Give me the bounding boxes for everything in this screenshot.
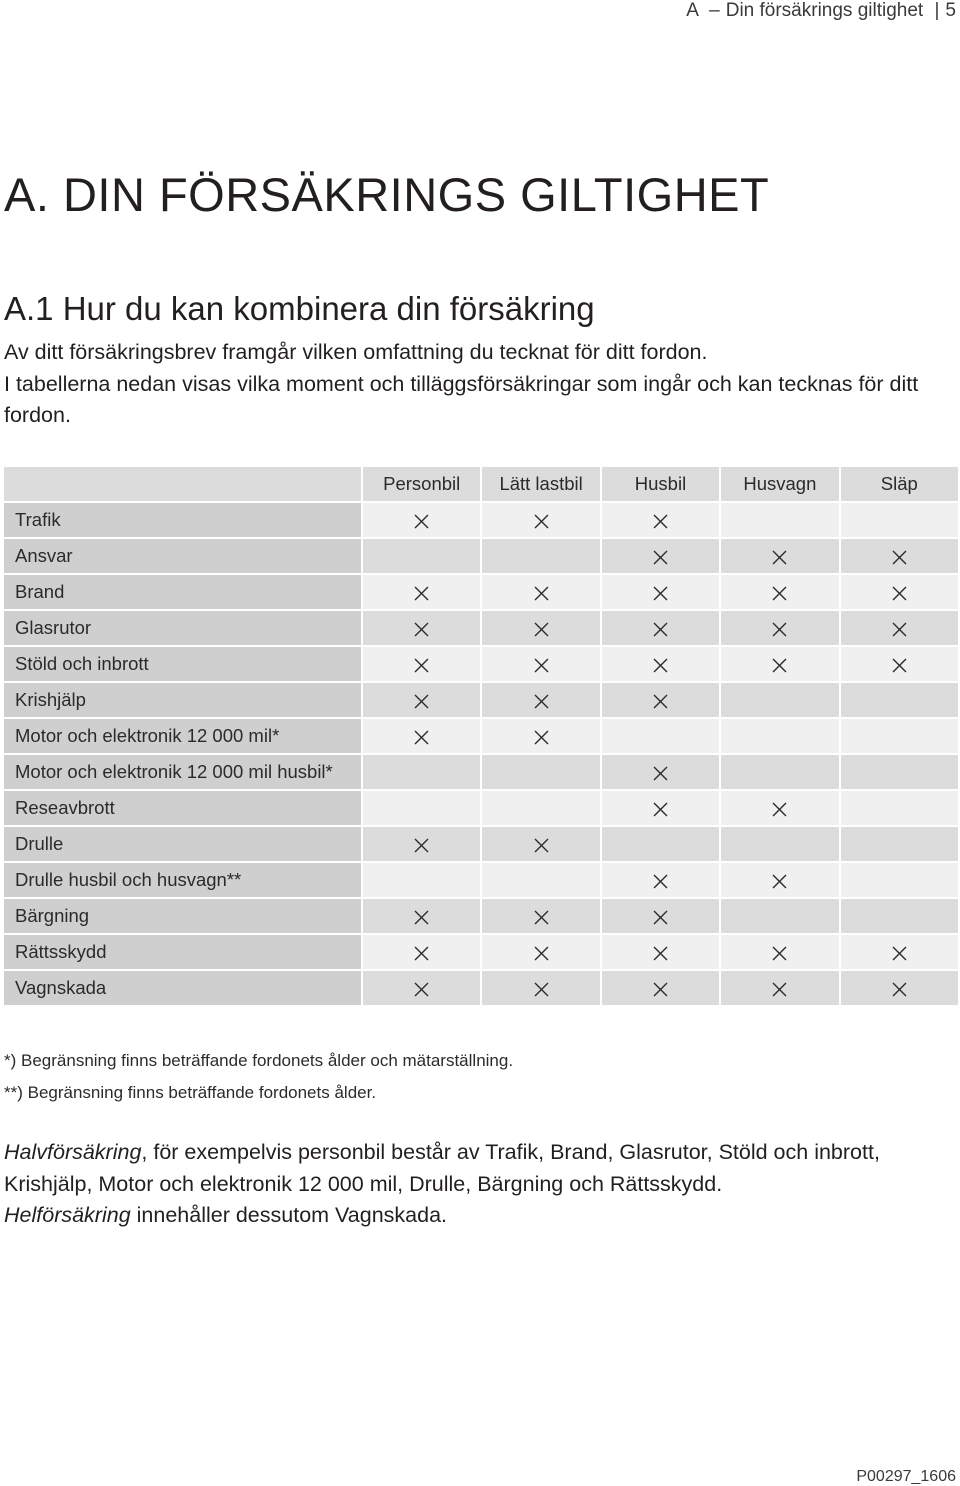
coverage-cell — [602, 863, 719, 897]
page-title: A. DIN FÖRSÄKRINGS GILTIGHET — [4, 168, 770, 221]
coverage-cell — [363, 791, 480, 825]
x-mark-icon — [653, 910, 668, 925]
x-mark-icon — [414, 910, 429, 925]
coverage-cell — [363, 647, 480, 681]
coverage-cell — [363, 611, 480, 645]
coverage-cell — [602, 935, 719, 969]
coverage-cell — [363, 755, 480, 789]
coverage-cell — [602, 539, 719, 573]
x-mark-icon — [653, 658, 668, 673]
summary-full — [4, 1200, 960, 1232]
table-row — [4, 755, 958, 789]
table-row — [4, 539, 958, 573]
coverage-cell — [602, 755, 719, 789]
x-mark-icon — [653, 982, 668, 997]
intro-line-2: I tabellerna nedan visas vilka moment och tilläggsförsäkringar som ingår och kan tecknas för ditt fordon. — [4, 371, 919, 427]
coverage-cell — [482, 539, 599, 573]
column-header: Släp — [841, 467, 958, 501]
table-row — [4, 503, 958, 537]
table-row — [4, 719, 958, 753]
row-label: Krishjälp — [4, 683, 361, 717]
table-row — [4, 863, 958, 897]
coverage-cell — [841, 935, 958, 969]
coverage-cell — [363, 503, 480, 537]
header-separator: – — [709, 0, 720, 21]
half-insurance-term: Halvförsäkring — [4, 1140, 142, 1164]
coverage-cell — [482, 647, 599, 681]
intro-paragraph — [4, 337, 956, 432]
row-label: Drulle husbil och husvagn** — [4, 863, 361, 897]
row-label: Motor och elektronik 12 000 mil husbil* — [4, 755, 361, 789]
x-mark-icon — [414, 730, 429, 745]
table-row — [4, 575, 958, 609]
x-mark-icon — [653, 622, 668, 637]
coverage-cell — [482, 899, 599, 933]
table-row — [4, 827, 958, 861]
x-mark-icon — [414, 658, 429, 673]
coverage-cell — [721, 647, 838, 681]
x-mark-icon — [772, 622, 787, 637]
x-mark-icon — [534, 730, 549, 745]
intro-line-1: Av ditt försäkringsbrev framgår vilken omfattning du tecknat för ditt fordon. — [4, 340, 708, 364]
coverage-cell — [602, 899, 719, 933]
header-section-title: Din försäkrings giltighet — [725, 0, 924, 21]
x-mark-icon — [534, 910, 549, 925]
x-mark-icon — [772, 874, 787, 889]
table-header-empty — [4, 467, 361, 501]
coverage-cell — [482, 683, 599, 717]
x-mark-icon — [653, 694, 668, 709]
x-mark-icon — [534, 622, 549, 637]
coverage-cell — [482, 827, 599, 861]
x-mark-icon — [414, 514, 429, 529]
column-header: Husbil — [602, 467, 719, 501]
row-label: Reseavbrott — [4, 791, 361, 825]
coverage-cell — [841, 791, 958, 825]
table-row — [4, 935, 958, 969]
row-label: Rättsskydd — [4, 935, 361, 969]
x-mark-icon — [653, 802, 668, 817]
coverage-cell — [602, 719, 719, 753]
summary-paragraph — [4, 1137, 960, 1232]
row-label: Vagnskada — [4, 971, 361, 1005]
x-mark-icon — [772, 586, 787, 601]
footnote-2: **) Begränsning finns beträffande fordonets ålder. — [4, 1083, 377, 1102]
coverage-cell — [482, 863, 599, 897]
x-mark-icon — [772, 982, 787, 997]
x-mark-icon — [892, 622, 907, 637]
coverage-cell — [841, 971, 958, 1005]
row-label: Glasrutor — [4, 611, 361, 645]
x-mark-icon — [534, 838, 549, 853]
footnote-1: *) Begränsning finns beträffande fordonets ålder och mätarställning. — [4, 1051, 514, 1070]
row-label: Stöld och inbrott — [4, 647, 361, 681]
coverage-cell — [363, 719, 480, 753]
coverage-cell — [482, 971, 599, 1005]
x-mark-icon — [892, 586, 907, 601]
coverage-cell — [841, 611, 958, 645]
coverage-cell — [721, 755, 838, 789]
coverage-cell — [363, 539, 480, 573]
section-heading: A.1 Hur du kan kombinera din försäkring — [4, 290, 595, 327]
half-insurance-text: , för exempelvis personbil består av Trafik, Brand, Glasrutor, Stöld och inbrott, Krishjälp, Motor och elektronik 12 000 mil, Drulle, Bärgning och Rättsskydd. — [4, 1140, 880, 1196]
row-label: Brand — [4, 575, 361, 609]
coverage-cell — [482, 719, 599, 753]
coverage-cell — [363, 827, 480, 861]
document-code: P00297_1606 — [856, 1468, 956, 1485]
column-header: Husvagn — [721, 467, 838, 501]
table-body — [4, 503, 958, 1005]
coverage-cell — [363, 899, 480, 933]
header-divider: | — [934, 0, 940, 21]
coverage-cell — [602, 503, 719, 537]
coverage-cell — [841, 539, 958, 573]
coverage-cell — [363, 935, 480, 969]
x-mark-icon — [534, 658, 549, 673]
coverage-cell — [721, 683, 838, 717]
x-mark-icon — [534, 514, 549, 529]
row-label: Ansvar — [4, 539, 361, 573]
full-insurance-term: Helförsäkring — [4, 1203, 131, 1227]
column-header: Lätt lastbil — [482, 467, 599, 501]
x-mark-icon — [892, 982, 907, 997]
coverage-cell — [841, 755, 958, 789]
row-label: Bärgning — [4, 899, 361, 933]
coverage-cell — [602, 611, 719, 645]
coverage-cell — [721, 719, 838, 753]
coverage-cell — [841, 683, 958, 717]
x-mark-icon — [534, 946, 549, 961]
table-row — [4, 683, 958, 717]
coverage-cell — [721, 791, 838, 825]
coverage-cell — [482, 935, 599, 969]
coverage-cell — [721, 899, 838, 933]
x-mark-icon — [534, 586, 549, 601]
x-mark-icon — [653, 514, 668, 529]
coverage-cell — [602, 647, 719, 681]
x-mark-icon — [653, 586, 668, 601]
coverage-cell — [363, 863, 480, 897]
x-mark-icon — [414, 622, 429, 637]
x-mark-icon — [892, 550, 907, 565]
coverage-cell — [841, 647, 958, 681]
coverage-table — [2, 465, 960, 1007]
coverage-cell — [363, 971, 480, 1005]
coverage-cell — [841, 575, 958, 609]
x-mark-icon — [414, 946, 429, 961]
coverage-cell — [721, 575, 838, 609]
table-row — [4, 611, 958, 645]
coverage-cell — [363, 683, 480, 717]
coverage-cell — [721, 611, 838, 645]
x-mark-icon — [772, 658, 787, 673]
x-mark-icon — [414, 982, 429, 997]
coverage-cell — [602, 575, 719, 609]
coverage-cell — [482, 755, 599, 789]
coverage-cell — [841, 503, 958, 537]
coverage-cell — [482, 503, 599, 537]
x-mark-icon — [653, 946, 668, 961]
x-mark-icon — [414, 694, 429, 709]
page-number: 5 — [945, 0, 956, 21]
running-header — [686, 0, 956, 22]
x-mark-icon — [653, 550, 668, 565]
full-insurance-text: innehåller dessutom Vagnskada. — [130, 1203, 447, 1227]
x-mark-icon — [772, 550, 787, 565]
coverage-cell — [602, 683, 719, 717]
footnotes — [4, 1045, 513, 1109]
x-mark-icon — [534, 694, 549, 709]
x-mark-icon — [653, 766, 668, 781]
x-mark-icon — [534, 982, 549, 997]
row-label: Motor och elektronik 12 000 mil* — [4, 719, 361, 753]
coverage-cell — [841, 719, 958, 753]
coverage-cell — [721, 863, 838, 897]
coverage-cell — [721, 935, 838, 969]
x-mark-icon — [414, 586, 429, 601]
table-row — [4, 971, 958, 1005]
table-row — [4, 647, 958, 681]
coverage-cell — [482, 611, 599, 645]
x-mark-icon — [772, 802, 787, 817]
column-header: Personbil — [363, 467, 480, 501]
coverage-cell — [721, 971, 838, 1005]
row-label: Trafik — [4, 503, 361, 537]
row-label: Drulle — [4, 827, 361, 861]
x-mark-icon — [892, 658, 907, 673]
summary-half — [4, 1137, 960, 1200]
x-mark-icon — [772, 946, 787, 961]
coverage-cell — [721, 539, 838, 573]
coverage-cell — [841, 899, 958, 933]
coverage-cell — [721, 503, 838, 537]
coverage-cell — [721, 827, 838, 861]
coverage-cell — [841, 827, 958, 861]
coverage-cell — [482, 575, 599, 609]
coverage-cell — [602, 827, 719, 861]
coverage-cell — [602, 971, 719, 1005]
coverage-cell — [602, 791, 719, 825]
table-row — [4, 791, 958, 825]
header-section-letter: A — [686, 0, 698, 21]
coverage-cell — [841, 863, 958, 897]
table-header-row — [4, 467, 958, 501]
table-row — [4, 899, 958, 933]
x-mark-icon — [892, 946, 907, 961]
coverage-cell — [482, 791, 599, 825]
x-mark-icon — [653, 874, 668, 889]
x-mark-icon — [414, 838, 429, 853]
coverage-cell — [363, 575, 480, 609]
